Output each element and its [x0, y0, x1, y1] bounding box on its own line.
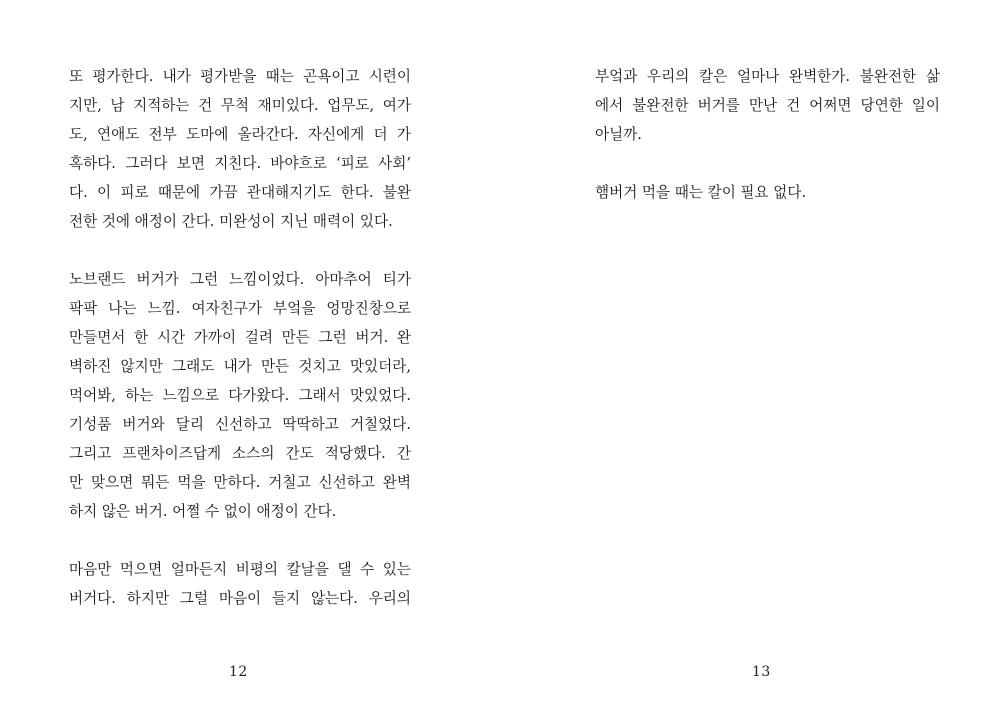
text-line: 벽하진 않지만 그래도 내가 만든 것치고 맛있더라,: [69, 358, 411, 375]
text-line: 지만, 남 지적하는 건 무척 재미있다. 업무도, 여가: [69, 97, 411, 114]
left-page-body: [69, 62, 411, 642]
text-line: 마음만 먹으면 얼마든지 비평의 칼날을 댈 수 있는: [69, 561, 411, 578]
paragraph: [69, 62, 411, 236]
text-line: 기성품 버거와 달리 신선하고 딱딱하고 거칠었다.: [69, 416, 411, 433]
text-line: 전한 것에 애정이 간다. 미완성이 지닌 매력이 있다.: [69, 213, 393, 230]
text-line: 버거다. 하지만 그럴 마음이 들지 않는다. 우리의: [69, 590, 411, 607]
text-line: 그리고 프랜차이즈답게 소스의 간도 적당했다. 간: [69, 445, 411, 462]
paragraph: [595, 62, 940, 149]
page-number: 13: [752, 664, 771, 680]
text-line: 도, 연애도 전부 도마에 올라간다. 자신에게 더 가: [69, 126, 411, 143]
text-line: 먹어봐, 하는 느낌으로 다가왔다. 그래서 맛있었다.: [69, 387, 411, 404]
text-line: 에서 불완전한 버거를 만난 건 어쩌면 당연한 일이: [595, 97, 940, 114]
right-page: [500, 0, 1000, 714]
text-line: 부엌과 우리의 칼은 얼마나 완벽한가. 불완전한 삶: [595, 68, 940, 85]
text-line: 노브랜드 버거가 그런 느낌이었다. 아마추어 티가: [69, 271, 411, 288]
paragraph: [595, 178, 940, 207]
text-line: 혹하다. 그러다 보면 지친다. 바야흐로 ‘피로 사회’: [69, 155, 411, 172]
text-line: 또 평가한다. 내가 평가받을 때는 곤욕이고 시련이: [69, 68, 411, 85]
text-line: 팍팍 나는 느낌. 여자친구가 부엌을 엉망진창으로: [69, 300, 411, 317]
paragraph: [69, 265, 411, 526]
text-line: 만 맞으면 뭐든 먹을 만하다. 거칠고 신선하고 완벽: [69, 474, 411, 491]
paragraph: [69, 555, 411, 613]
text-line: 하지 않은 버거. 어쩔 수 없이 애정이 간다.: [69, 503, 337, 520]
text-line: 아닐까.: [595, 126, 642, 143]
text-line: 햄버거 먹을 때는 칼이 필요 없다.: [595, 184, 807, 201]
right-page-body: [595, 62, 940, 236]
page-number: 12: [229, 664, 248, 680]
text-line: 만들면서 한 시간 가까이 걸려 만든 그런 버거. 완: [69, 329, 411, 346]
text-line: 다. 이 피로 때문에 가끔 관대해지기도 한다. 불완: [69, 184, 411, 201]
